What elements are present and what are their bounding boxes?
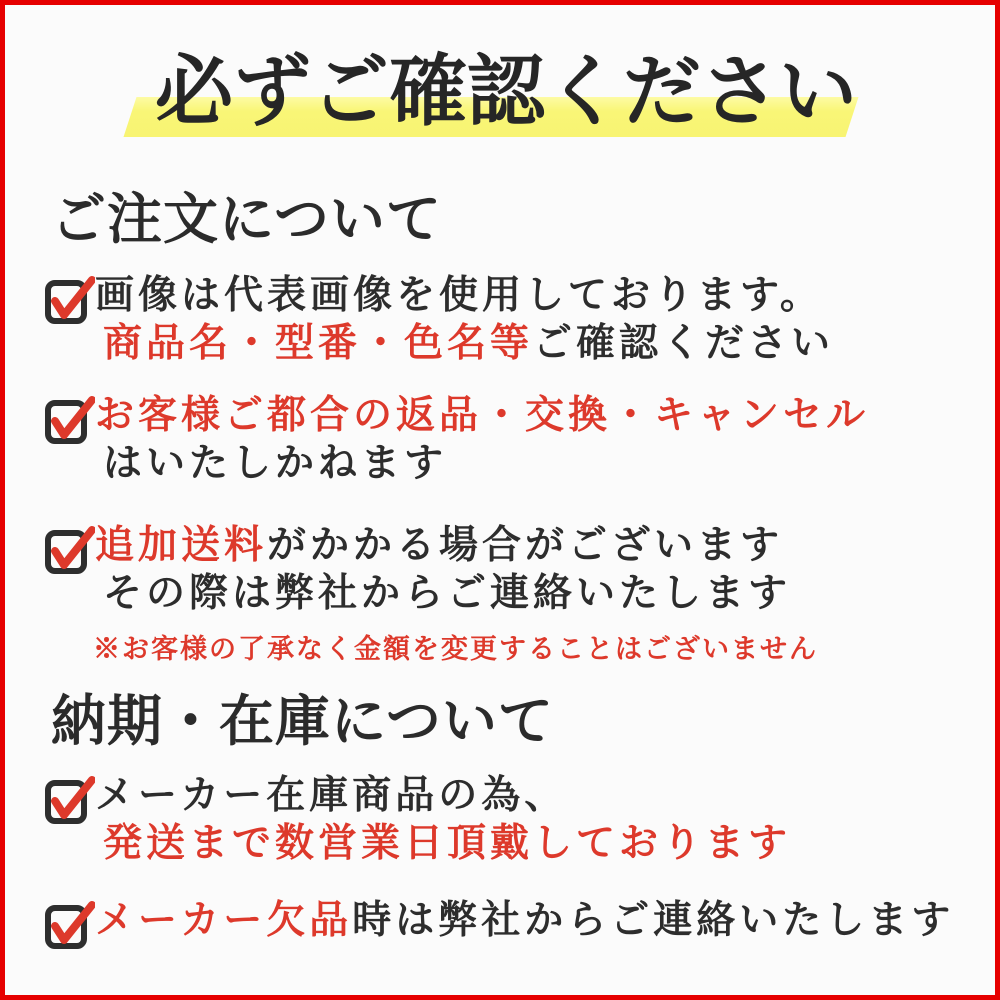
notice-line: 発送まで数営業日頂戴しております [103,822,792,865]
notice-line: メーカー欠品時は弊社からご連絡いたします [95,899,955,942]
notice-line: はいたしかねます [103,442,448,485]
notice-item-text [95,897,954,945]
notice-line: メーカー在庫商品の為、 [95,774,568,817]
checked-checkbox-icon [43,273,95,327]
checked-checkbox-icon [43,393,95,447]
notice-item-text [95,772,791,868]
notice-line: お客様ご都合の返品・交換・キャンセル [95,394,870,437]
notice-line: その際は弊社からご連絡いたします [103,572,792,615]
notice-item-text [95,522,791,618]
notice-item [43,522,791,618]
section-heading-order: ご注文について [51,189,442,250]
notice-item-text [95,272,834,368]
notice-item-text [95,392,869,488]
notice-line: 画像は代表画像を使用しております。 [95,274,823,317]
notice-line: 追加送料がかかる場合がございます [95,524,784,567]
checked-checkbox-icon [43,773,95,827]
page-title: 必ずご確認ください [154,48,857,135]
notice-item [43,897,954,952]
section-heading-stock: 納期・在庫について [51,691,554,752]
notice-line: 商品名・型番・色名等ご確認ください [103,322,835,365]
checked-checkbox-icon [43,523,95,577]
price-change-footnote: ※お客様の了承なく金額を変更することはございません [93,634,818,664]
notice-item [43,272,834,368]
notice-item [43,392,869,488]
notice-item [43,772,791,868]
checked-checkbox-icon [43,898,95,952]
